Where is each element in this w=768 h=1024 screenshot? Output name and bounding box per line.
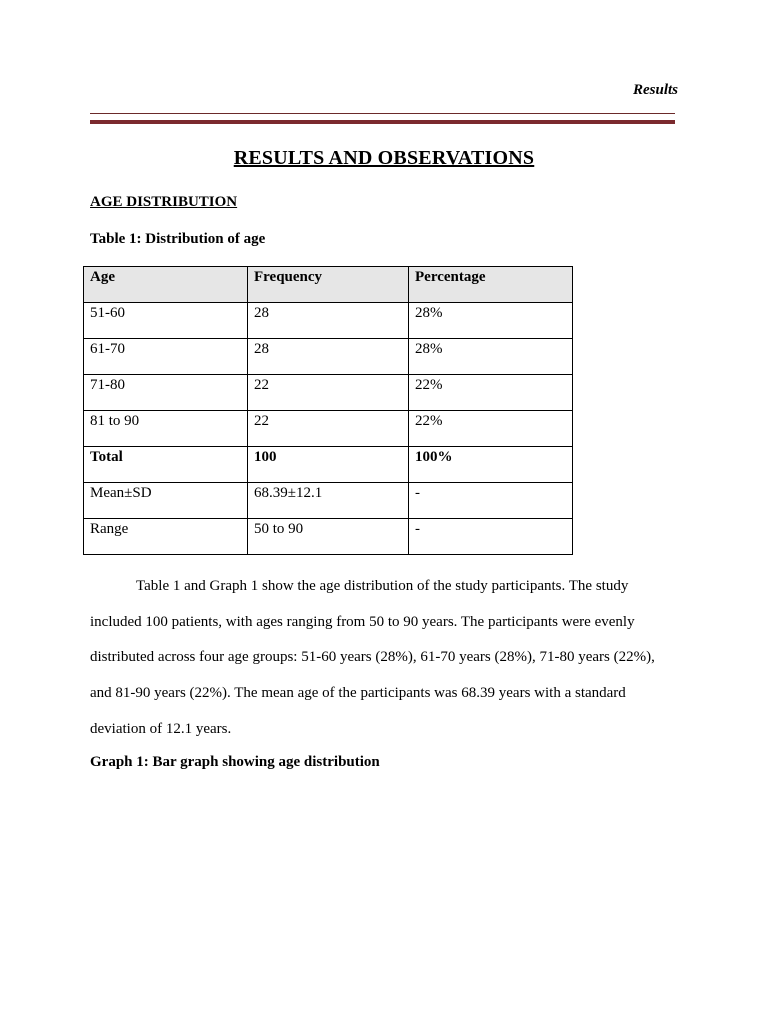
table-row (84, 375, 573, 411)
table-row (84, 303, 573, 339)
table-row (84, 519, 573, 555)
table-cell: 68.39±12.1 (248, 483, 409, 519)
table-row (84, 411, 573, 447)
table-cell: 28 (248, 303, 409, 339)
age-distribution-table (83, 266, 573, 555)
table-cell: 61-70 (84, 339, 248, 375)
table-cell: 22 (248, 375, 409, 411)
table-row-total (84, 447, 573, 483)
header-rule-thin (90, 113, 675, 114)
table-cell: 81 to 90 (84, 411, 248, 447)
header-rule-thick (90, 120, 675, 124)
table-cell: 28 (248, 339, 409, 375)
table-cell: Range (84, 519, 248, 555)
table-cell: 22% (409, 375, 573, 411)
table-cell: Total (84, 447, 248, 483)
table-cell: Mean±SD (84, 483, 248, 519)
column-header-percentage: Percentage (409, 267, 573, 303)
table-cell: 50 to 90 (248, 519, 409, 555)
table-cell: 22% (409, 411, 573, 447)
table-cell: 71-80 (84, 375, 248, 411)
running-header: Results (632, 82, 678, 98)
table-cell: 100 (248, 447, 409, 483)
table-cell: 51-60 (84, 303, 248, 339)
page-title: RESULTS AND OBSERVATIONS (233, 147, 535, 169)
section-heading: AGE DISTRIBUTION (90, 194, 238, 210)
table-cell: - (409, 519, 573, 555)
body-paragraph: Table 1 and Graph 1 show the age distribution of the study participants. The study included 100 patients, with ages ranging from 50 to 90 years. The participants were evenly distributed across four age groups: 51-60 years (28%), 61-70 years (28%), 71-80 years (22%), and 81-90 years (22%). The mean age of the participants was 68.39 years with a standard deviation of 12.1 years. (90, 578, 655, 737)
graph-caption: Graph 1: Bar graph showing age distribution (90, 754, 380, 770)
table-cell: 28% (409, 339, 573, 375)
table-cell: 28% (409, 303, 573, 339)
table-row (84, 339, 573, 375)
table-cell: - (409, 483, 573, 519)
table-caption: Table 1: Distribution of age (90, 231, 266, 247)
table-cell: 100% (409, 447, 573, 483)
column-header-age: Age (84, 267, 248, 303)
table-row (84, 483, 573, 519)
table-cell: 22 (248, 411, 409, 447)
table-header-row (84, 267, 573, 303)
column-header-frequency: Frequency (248, 267, 409, 303)
